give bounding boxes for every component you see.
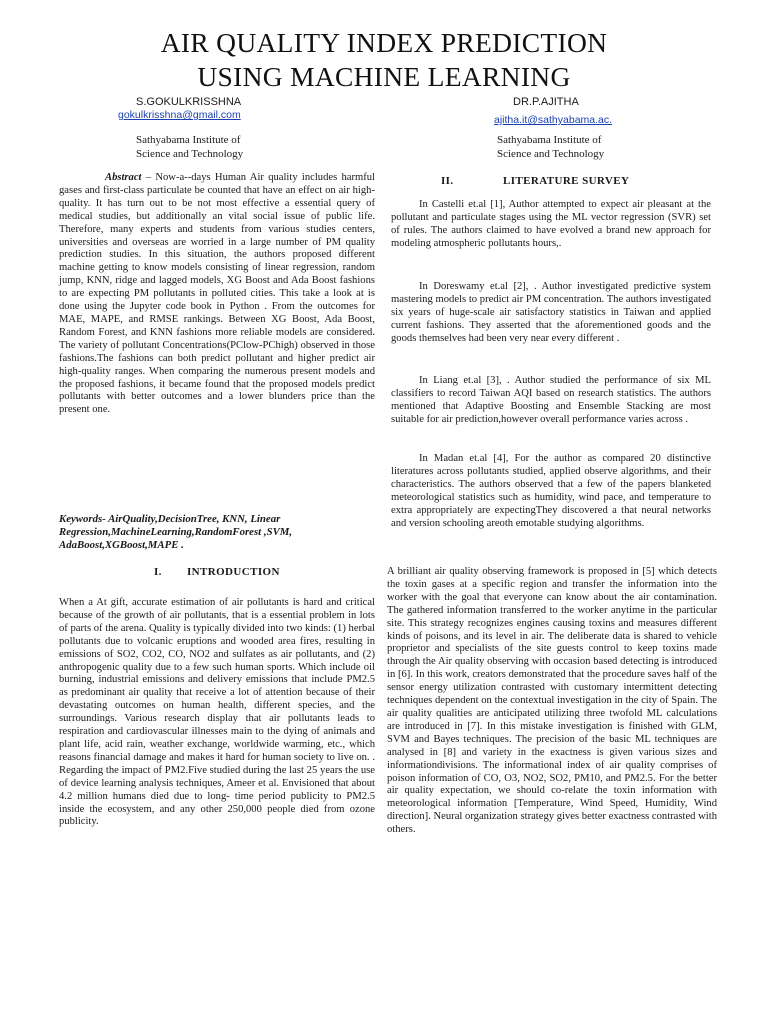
abstract-text: – Now-a--days Human Air quality includes harmful gases and first-class particulate be counted that have an effect on air high-quality. It has turn out to be not most effective a essential query of medical studies, but additionally an vital social issue of public life. Therefore, many experts and students from various studies centers, universities and overseas are worried in a large number of PM quality prediction studies. In this situation, the authors proposed different machine getting to know models consisting of linear regression, random jump, KNN, ridge and lagged models, XG Boost and Ada Boost fashions to are expecting PM pollutants in polluted cities. This take a look at is done using the Jupyter code book in Python . From the outcomes for MAE, MAPE, and RMSE rankings. Between XG Boost, Ada Boost, Random Forest, and KNN fashions more reliable models are considered. The variety of pollutant Concentrations(PClow-PChigh) observed in those fashions.The fashions can both predict pollutant and higher predict air high-quality ranges. When comparing the numerous present models and the proposed fashions, it became found that the proposed models predict pollutants with better outcomes and a lower blunders price than the present one. <box>59 172 375 416</box>
abstract-paragraph <box>59 172 375 417</box>
intro-heading: INTRODUCTION <box>187 566 280 578</box>
title-line-2: USING MACHINE LEARNING <box>197 61 571 92</box>
author-1-email[interactable]: gokulkrisshna@gmail.com <box>118 109 241 121</box>
lit-heading: LITERATURE SURVEY <box>503 175 630 187</box>
author-2-email[interactable]: ajitha.it@sathyabama.ac. <box>494 114 613 126</box>
right-body-section <box>387 566 717 837</box>
lit-paragraph: In Madan et.al [4], For the author as compared 20 distinctive literatures across pollutants studied, applied observe algorithms, and their characteristics. The authors observed that a few of the papers blanketed meteorological statistics such as humidity, wind pace, and temperature to extra appropriately are expectingThey discovered a that neural networks and version schooling areoth emotable studying algorithms. <box>391 453 711 529</box>
intro-heading-number: I. <box>154 566 162 578</box>
abstract-label: Abstract <box>105 172 142 183</box>
lit-heading-number: II. <box>441 175 454 187</box>
author-1-name: S.GOKULKRISSHNA <box>136 96 242 108</box>
keywords-text: Keywords- AirQuality,DecisionTree, KNN, Linear Regression,MachineLearning,RandomForest ,SVM, AdaBoost,XGBoost,MAPE . <box>59 513 293 552</box>
intro-paragraph: When a At gift, accurate estimation of air pollutants is hard and critical because of the growth of air pollutants, that is a essential problem in lots of parts of the arena. Quality is typically divided into two kinds: (1) herbal pollutants due to volcanic eruptions and wooded area fires, resulting in emissions of SO2, CO2, CO, NO2 and sulfates as air pollutants, and (2) anthropogenic quality due to a few such human sports. Which include oil burning, industrial emissions and delivery emissions that include PM2.5 as predominant air quality that receive a lot of attention because of their devastating outcomes on human health, different species, and the surroundings. Various research display that air pollutants leads to respiration and cardiovascular illnesses main to the dying of animals and plant life, acid rain, weather exchange, worldwide warming, etc., which reasons financial damage and makes it hard for human society to live on. . Regarding the impact of PM2.Five studied during the last 25 years the use of device learning analysis techniques, Ameer et al. Envisioned that about 4.2 million humans died due to long- time period publicity to PM2.5 inside the ecosystem, and any other 250,000 people died from ozone publicity. <box>59 597 375 828</box>
lit-paragraph: In Doreswamy et.al [2], . Author investigated predictive system mastering models to predict air PM concentration. The authors investigated six years of huge-scale air satisfactory statistics in Taiwan and applied current fashions. They asserted that the aforementioned goods and the goods themselves had been very near every different . <box>391 281 711 344</box>
lit-para-1 <box>391 199 711 251</box>
lit-para-2 <box>391 281 711 346</box>
abstract-section <box>59 172 375 417</box>
lit-para-4 <box>391 453 711 530</box>
lit-para-3 <box>391 375 711 427</box>
paper-title <box>0 26 768 94</box>
author-2-affil-line-1: Sathyabama Institute of <box>497 134 602 146</box>
author-2-affil-line-2: Science and Technology <box>497 148 605 160</box>
title-line-1: AIR QUALITY INDEX PREDICTION <box>160 27 608 58</box>
author-2-name: DR.P.AJITHA <box>513 96 579 108</box>
author-1-affil-line-2: Science and Technology <box>136 148 244 160</box>
lit-paragraph: In Liang et.al [3], . Author studied the performance of six ML classifiers to record Taiwan AQI based on research statistics. The authors mentioned that Adaptive Boosting and Ensemble Stacking are most suitable for air prediction,however overall performance varies across . <box>391 375 711 425</box>
author-1-affil-line-1: Sathyabama Institute of <box>136 134 241 146</box>
right-body-paragraph: A brilliant air quality observing framework is proposed in [5] which detects the toxin gases at a specific region and transfer the information into the worker with the goal that everyone can know about the air contamination. The gathered information transferred to the worker anytime in the particular site. This strategy recognizes engines causing toxins and measures different kinds of poisons, and its level in air. The deliberate data is shared to vehicle proprietor and specialists of the site guests control to keep toxins made through the Air quality observing with occasion based detecting is introduced in [6]. In this work, creators demonstrated that the procedure saves half of the sensor energy utilization contrasted with customary intermittent detecting techniques dependent on the contextual investigation in the city of Spain. The air quality qualities are anticipated utilizing three twofold ML calculations are introduced in [7]. In this mistake investigation is finished with GLM, SVM and Bayes techniques. The precision of the basic ML techniques are analysed in [8] and variety in the exactness is given various sizes and informationdivisions. The informational index of air quality comprises of poison information of CO, O3, NO2, SO2, PM10, and PM2.5. For the better air quality expectation, we should co-relate the toxin information with meteorological information [Temperature, Wind Speed, Humidity, Wind direction]. Neural organization strategy gives better exactness contrasted with others. <box>387 566 717 836</box>
keywords-section <box>59 513 375 553</box>
intro-section <box>59 597 375 829</box>
lit-paragraph: In Castelli et.al [1], Author attempted to expect air pleasant at the pollutant and particulate stages using the ML vector regression (SVR) set of rules. The authors claimed to have evolved a brand new approach for modeling atmospheric pollutants hours,. <box>391 199 711 249</box>
